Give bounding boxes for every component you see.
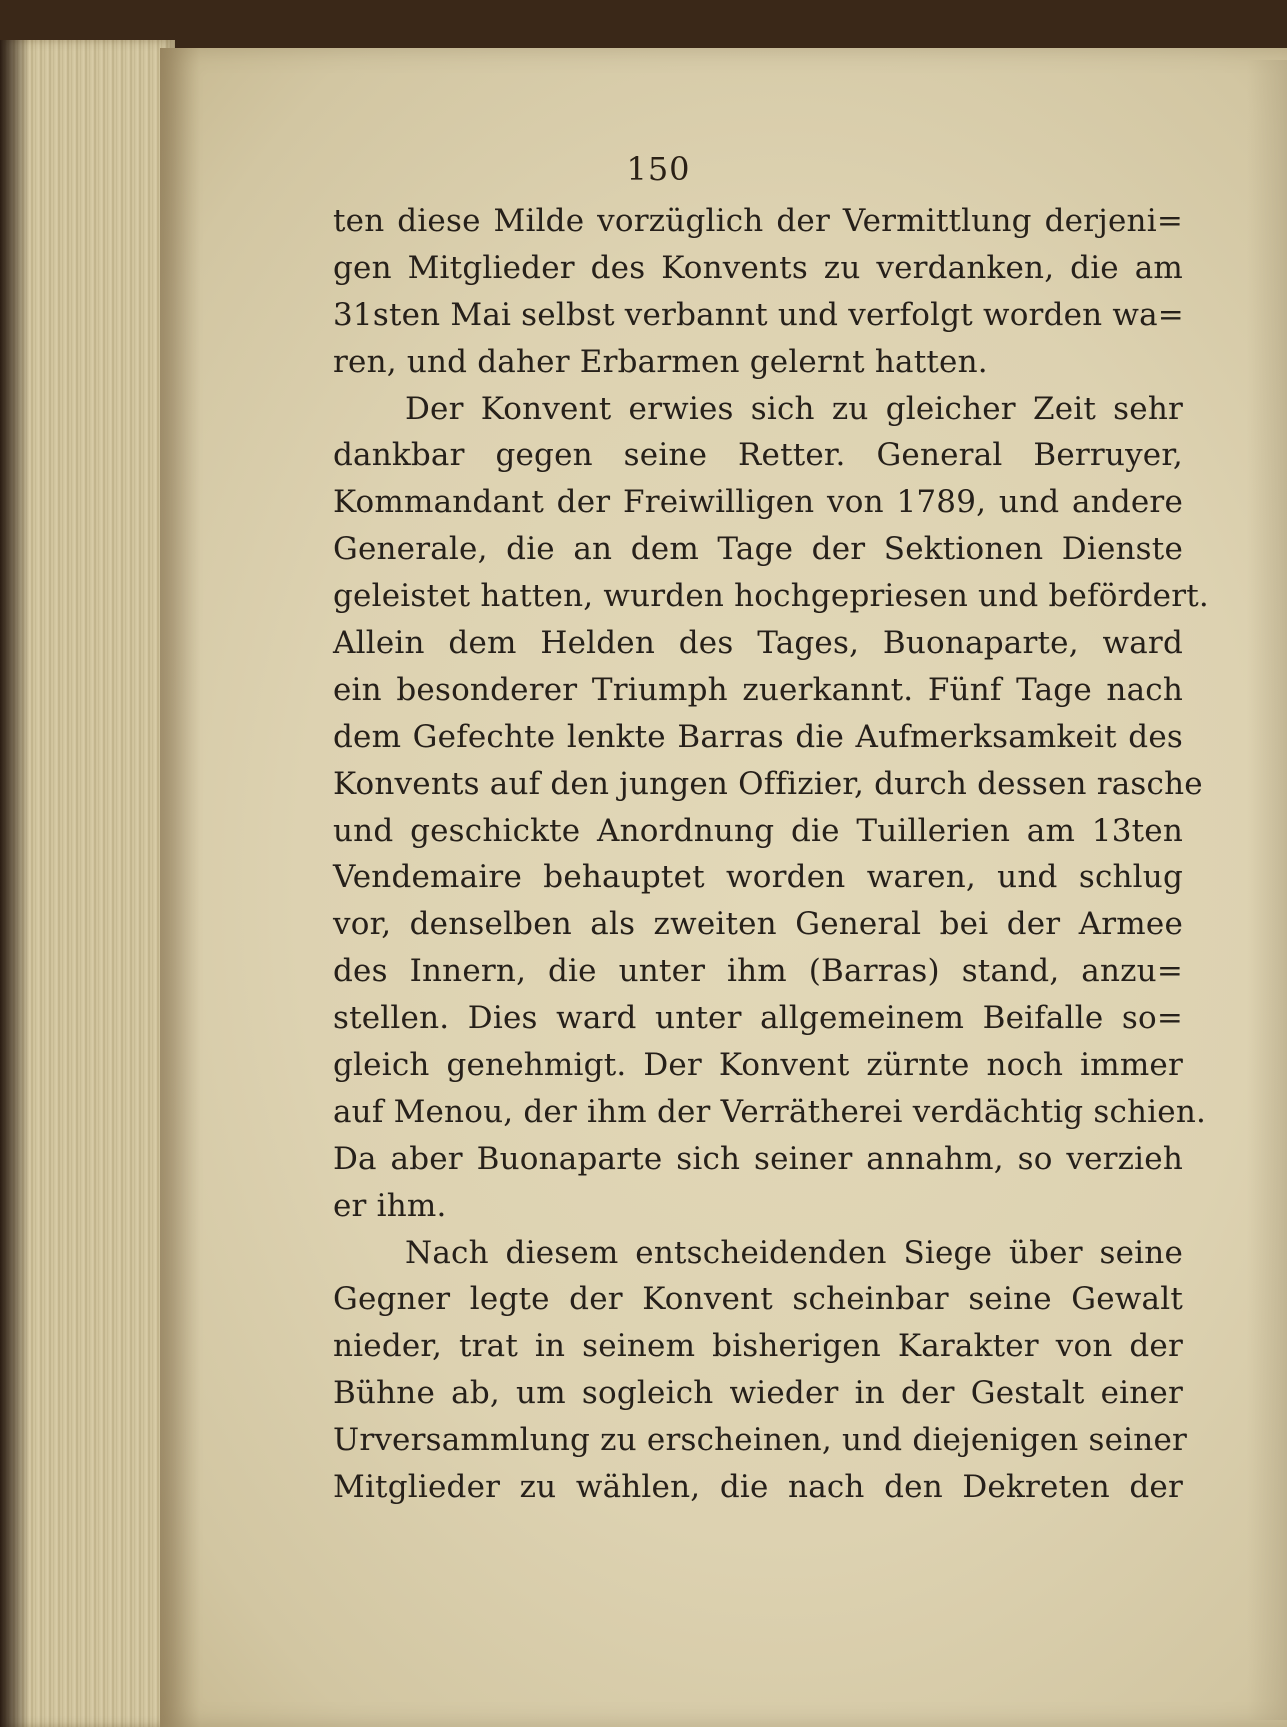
body-text bbox=[333, 198, 1209, 1511]
book-page-edges bbox=[0, 40, 175, 1727]
page-number: 150 bbox=[626, 150, 691, 188]
text-line: geleistet hatten, wurden hochgepriesen und befördert. bbox=[333, 578, 1209, 615]
text-line: dankbar gegen seine Retter. General Berruyer, bbox=[333, 437, 1183, 474]
text-line: dem Gefechte lenkte Barras die Aufmerksamkeit des bbox=[333, 718, 1183, 755]
text-line: Urversammlung zu erscheinen, und diejenigen seiner bbox=[333, 1422, 1188, 1459]
text-line: ein besonderer Triumph zuerkannt. Fünf Tage nach bbox=[333, 671, 1183, 708]
text-line: gen Mitglieder des Konvents zu verdanken, die am bbox=[333, 249, 1183, 286]
text-line: nieder, trat in seinem bisherigen Karakter von der bbox=[333, 1328, 1183, 1365]
text-line: gleich genehmigt. Der Konvent zürnte noch immer bbox=[333, 1047, 1183, 1084]
text-line: Nach diesem entscheidenden Siege über seine bbox=[405, 1234, 1183, 1271]
text-line: Gegner legte der Konvent scheinbar seine Gewalt bbox=[333, 1281, 1183, 1318]
text-line: Bühne ab, um sogleich wieder in der Gestalt einer bbox=[333, 1375, 1183, 1412]
text-line: Allein dem Helden des Tages, Buonaparte, ward bbox=[333, 625, 1183, 662]
text-line: er ihm. bbox=[333, 1187, 447, 1224]
text-line: Vendemaire behauptet worden waren, und schlug bbox=[333, 859, 1183, 896]
text-line: auf Menou, der ihm der Verrätherei verdächtig schien. bbox=[333, 1093, 1207, 1130]
text-line: 31sten Mai selbst verbannt und verfolgt worden wa= bbox=[333, 296, 1184, 333]
facing-page-bleed bbox=[1247, 60, 1287, 1720]
text-line: ten diese Milde vorzüglich der Vermittlung derjeni= bbox=[333, 203, 1183, 239]
text-line: Der Konvent erwies sich zu gleicher Zeit sehr bbox=[405, 390, 1183, 427]
text-line: Generale, die an dem Tage der Sektionen Dienste bbox=[333, 531, 1183, 568]
text-line: Konvents auf den jungen Offizier, durch dessen rasche bbox=[333, 765, 1203, 802]
text-line: Kommandant der Freiwilligen von 1789, und andere bbox=[333, 484, 1183, 521]
text-line: Da aber Buonaparte sich seiner annahm, so verzieh bbox=[333, 1140, 1183, 1177]
text-line: und geschickte Anordnung die Tuillerien am 13ten bbox=[333, 812, 1183, 849]
gutter-shadow bbox=[160, 48, 200, 1727]
text-line: ren, und daher Erbarmen gelernt hatten. bbox=[333, 343, 988, 380]
text-line: Mitglieder zu wählen, die nach den Dekreten der bbox=[333, 1469, 1183, 1506]
text-line: vor, denselben als zweiten General bei der Armee bbox=[333, 906, 1183, 943]
text-line: des Innern, die unter ihm (Barras) stand, anzu= bbox=[333, 953, 1183, 990]
text-line: stellen. Dies ward unter allgemeinem Beifalle so= bbox=[333, 1000, 1183, 1037]
